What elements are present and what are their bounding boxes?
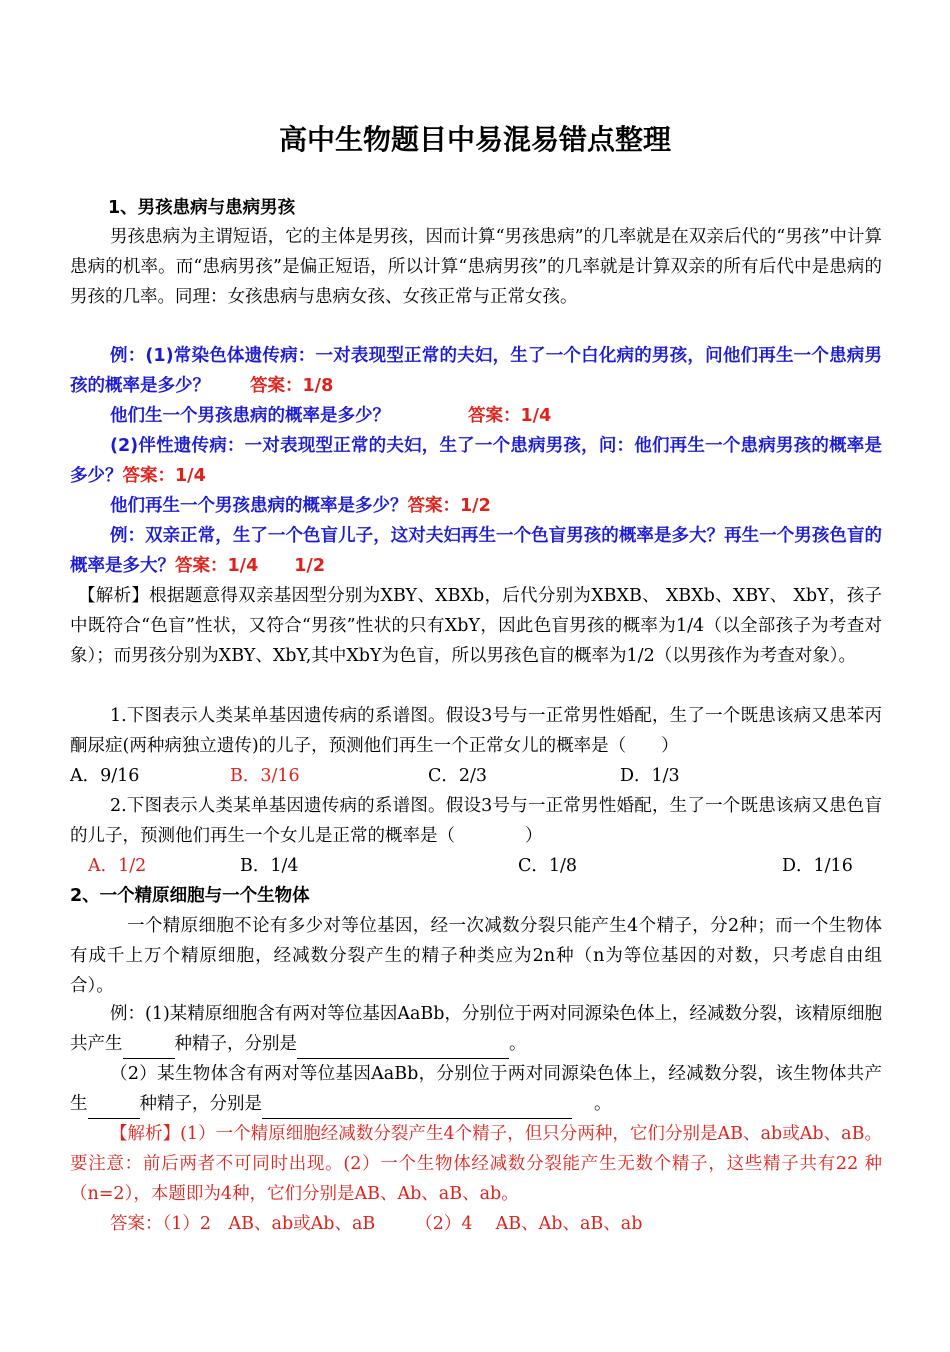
question-2: 2.下图表示人类某单基因遗传病的系谱图。假设3号与一正常男性婚配，生了一个既患该病又患色盲的儿子，预测他们再生一个女儿是正常的概率是（ ） [70,796,882,846]
question-2-options [70,851,882,881]
example-1-answer: 答案：1/8 [250,376,334,396]
q1-option-a: A．9/16 [70,766,140,786]
example-1b-question [110,401,882,431]
s2-ex1-blank-types [297,1036,509,1059]
example-3-answer-2: 1/2 [294,556,325,576]
example-2b-question [110,491,882,521]
s2-ex2-text-a: （2）某生物体含有两对等位基因AaBb，分别位于两对同源染色体上，经减数分裂，该生物体共产生 [70,1064,882,1114]
q1-option-d: D．1/3 [620,766,680,786]
s2-ex1-blank-count [123,1036,175,1059]
s2-ex1-text-b: 种精子，分别是 [174,1034,297,1054]
example-3-question [70,521,882,581]
answer-label: 答案： [110,1214,163,1234]
section-1-analysis: 【解析】根据题意得双亲基因型分别为XBY、XBXb，后代分别为XBXB、 XBXb、XBY、 XbY，孩子中既符合“色盲”性状，又符合“男孩”性状的只有XbY，因此色盲男孩的概率为1/4（以全部孩子为考查对象）；而男孩分别为XBY、XbY,其中XbY为色盲，所以男孩色盲的概率为1/2（以男孩作为考查对象）。 [70,586,882,666]
question-1: 1.下图表示人类某单基因遗传病的系谱图。假设3号与一正常男性婚配，生了一个既患该病又患苯丙酮尿症(两种病独立遗传)的儿子，预测他们再生一个正常女儿的概率是（ ） [70,706,882,756]
section-1-intro: 男孩患病为主谓短语，它的主体是男孩，因而计算“男孩患病”的几率就是在双亲后代的“男孩”中计算患病的机率。而“患病男孩”是偏正短语，所以计算“患病男孩”的几率就是计算双亲的所有后代中是患病的男孩的几率。同理：女孩患病与患病女孩、女孩正常与正常女孩。 [70,227,882,307]
q2-option-a: A．1/2 [88,856,147,876]
section-2-answer [110,1209,882,1239]
section-1-heading: 1、男孩患病与患病男孩 [108,198,296,218]
section-2-intro: 一个精原细胞不论有多少对等位基因，经一次减数分裂只能产生4个精子，分2种；而一个生物体有成千上万个精原细胞，经减数分裂产生的精子种类应为2n种（n为等位基因的对数，只考虑自由组合）。 [70,916,882,996]
example-2b-question-text: 他们再生一个男孩患病的概率是多少？ [110,496,408,516]
section-2-example-2 [70,1059,882,1119]
q2-option-c: C．1/8 [518,856,578,876]
answer-1: （1）2 AB、ab或Ab、aB [162,1214,376,1234]
example-3-answer-1: 答案：1/4 [175,556,259,576]
section-2-analysis: 【解析】(1）一个精原细胞经减数分裂产生4个精子，但只分两种，它们分别是AB、ab或Ab、aB。要注意：前后两者不可同时出现。(2）一个生物体经减数分裂能产生无数个精子，这些精子共有22 种（n=2），本题即为4种，它们分别是AB、Ab、aB、ab。 [70,1124,882,1204]
q2-option-d: D．1/16 [782,856,853,876]
page-title: 高中生物题目中易混易错点整理 [278,123,671,156]
example-2-question-text: (2)伴性遗传病：一对表现型正常的夫妇，生了一个患病男孩，问：他们再生一个患病男孩的概率是多少？ [70,436,882,486]
example-3-question-text: 例：双亲正常，生了一个色盲儿子，这对夫妇再生一个色盲男孩的概率是多大？再生一个男孩色盲的概率是多大？ [70,526,882,576]
example-2b-answer: 答案：1/2 [407,496,491,516]
example-1-question-text: 例：(1)常染色体遗传病：一对表现型正常的夫妇，生了一个白化病的男孩，问他们再生一个患病男孩的概率是多少？ [70,346,882,396]
example-2-answer: 答案：1/4 [122,466,206,486]
s2-ex2-blank-count [88,1096,140,1119]
section-2-heading: 2、一个精原细胞与一个生物体 [70,886,310,906]
example-1b-answer: 答案：1/4 [468,406,552,426]
section-2-example-1 [70,999,882,1059]
s2-ex1-text-a: 例：(1)某精原细胞含有两对等位基因AaBb，分别位于两对同源染色体上，经减数分裂，该精原细胞共产生 [70,1004,882,1054]
example-1-question [70,341,882,401]
q1-option-c: C．2/3 [428,766,488,786]
example-1b-question-text: 他们生一个男孩患病的概率是多少？ [110,406,390,426]
answer-2: （2）4 AB、Ab、aB、ab [415,1214,643,1234]
s2-ex2-text-b: 种精子，分别是 [139,1094,262,1114]
q2-option-b: B．1/4 [240,856,299,876]
q1-option-b: B．3/16 [230,766,300,786]
example-2-question [70,431,882,491]
s2-ex2-text-c: 。 [594,1094,612,1114]
s2-ex2-blank-types [262,1096,572,1119]
question-1-options [70,761,882,791]
s2-ex1-text-c: 。 [509,1034,527,1054]
